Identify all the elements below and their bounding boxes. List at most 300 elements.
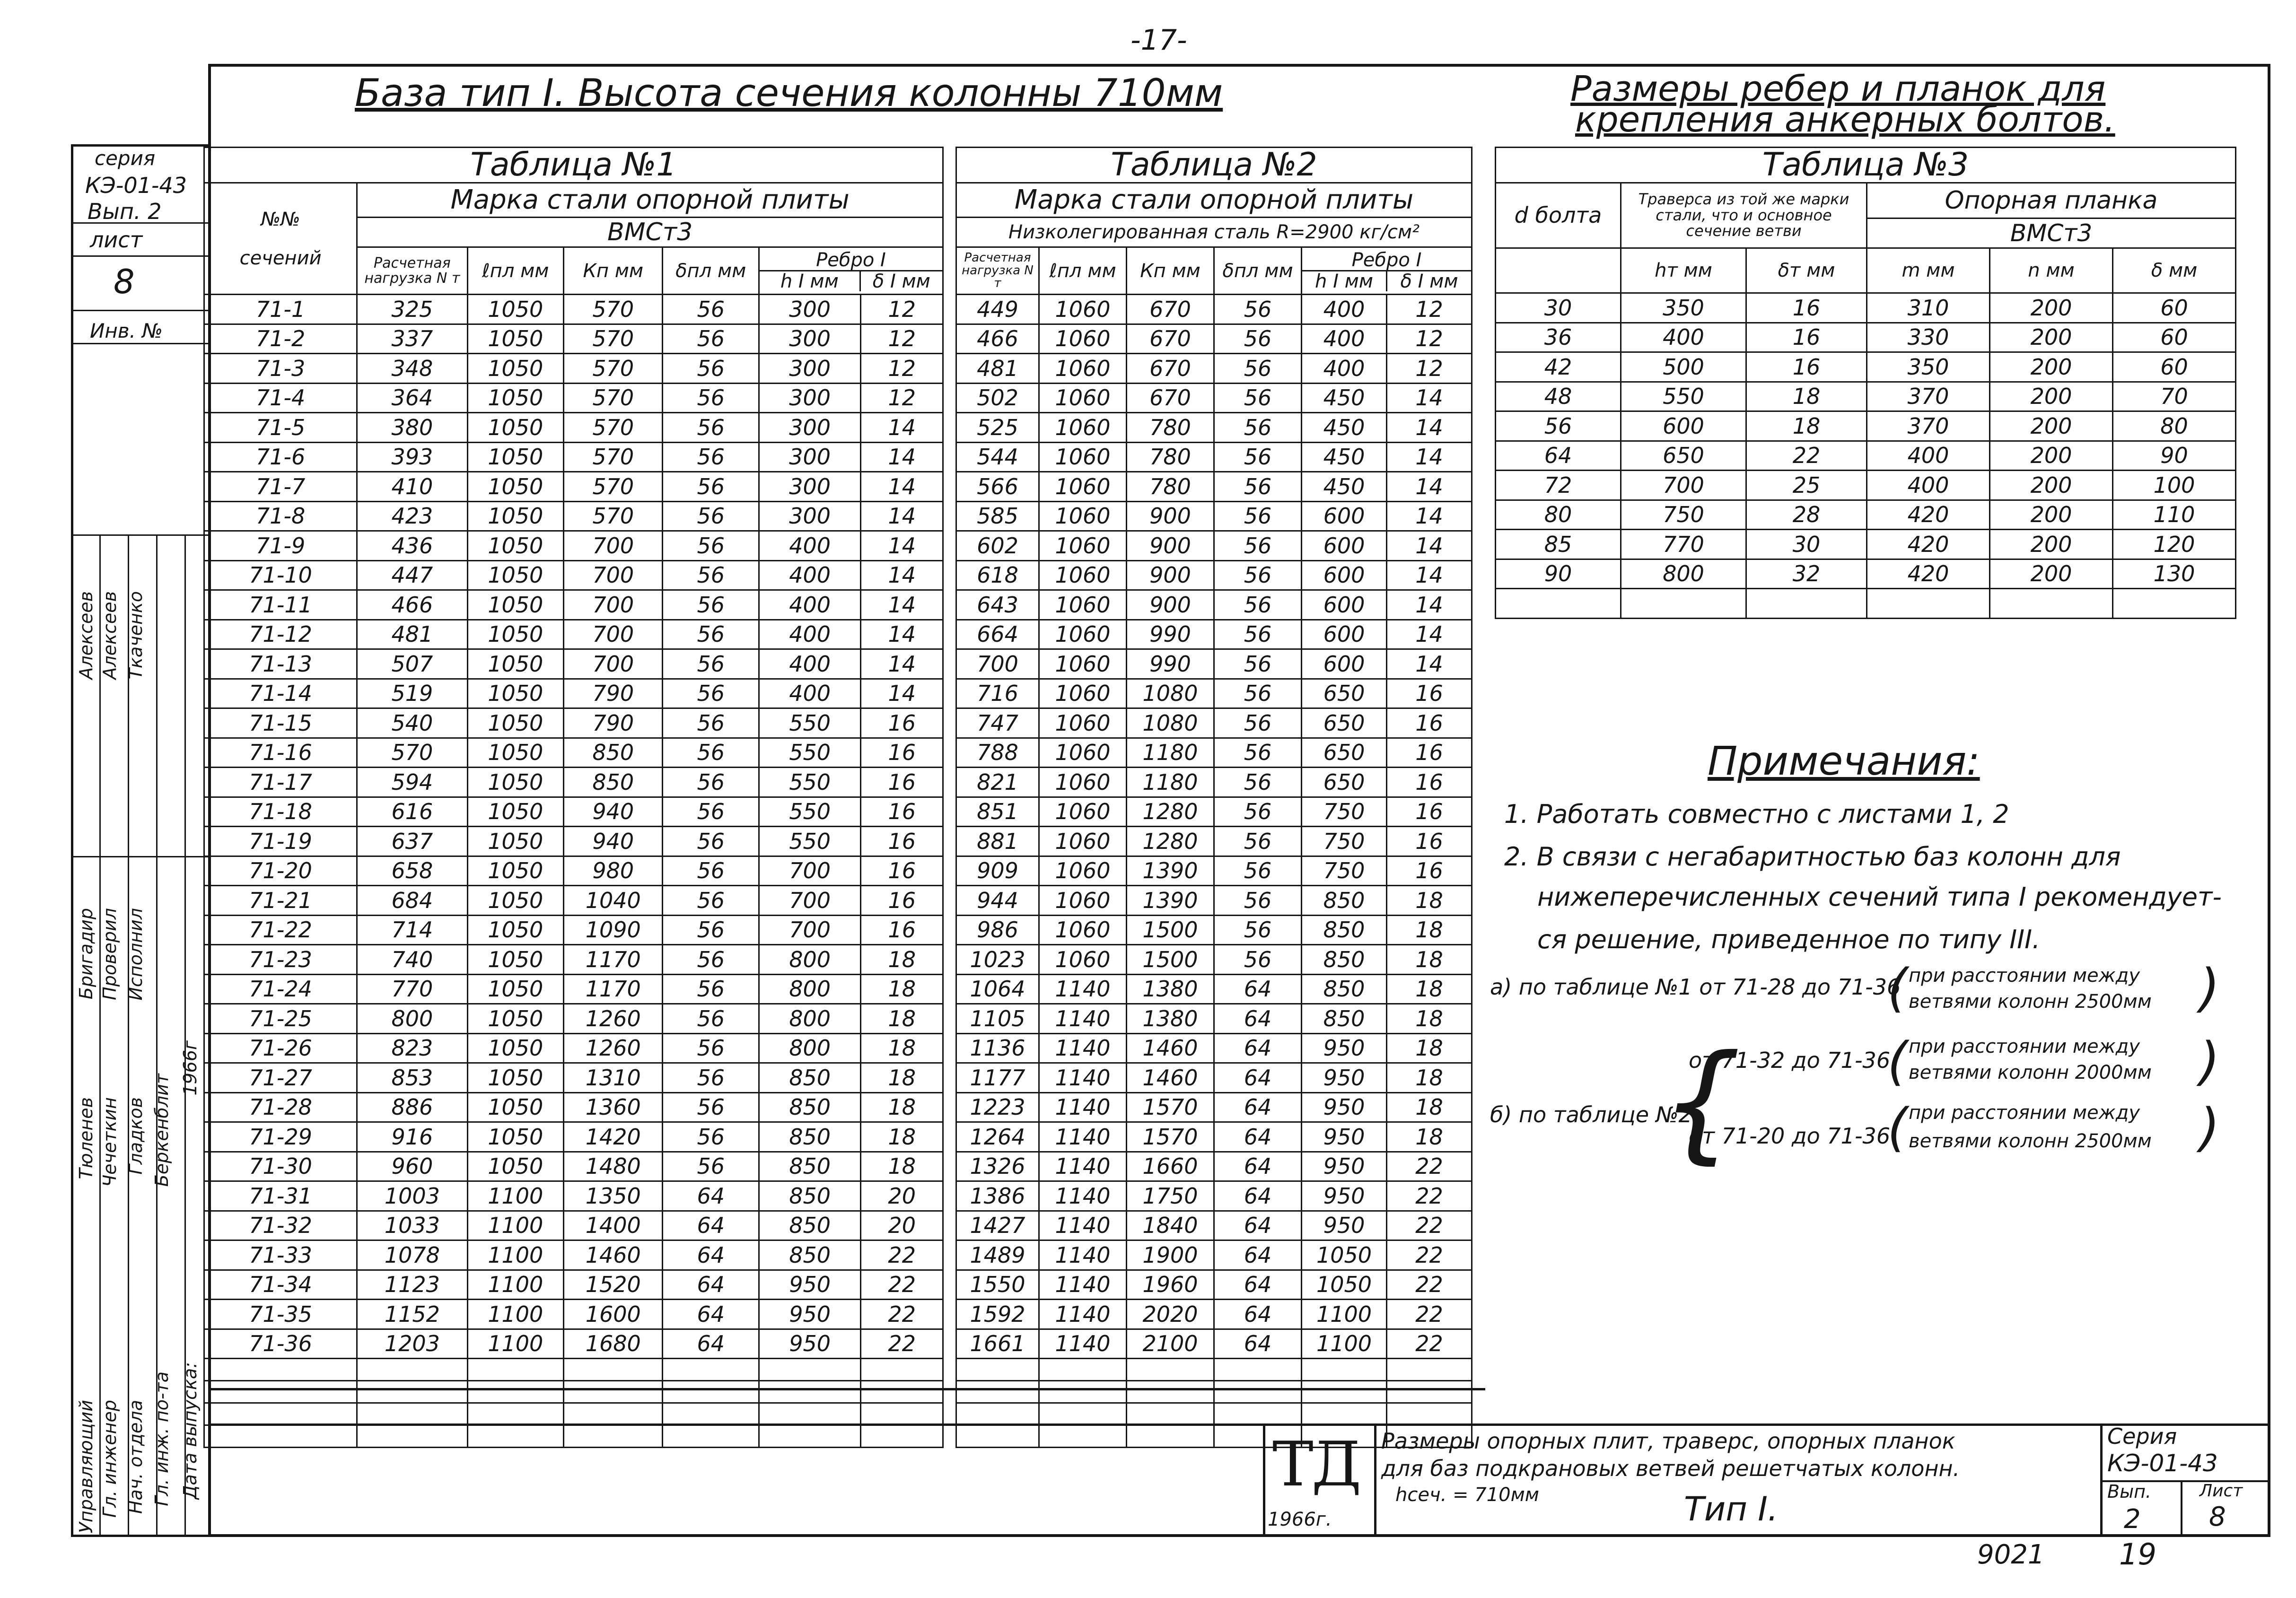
- table-row: [1496, 382, 2236, 411]
- sig-role: Исполнил: [125, 908, 146, 1001]
- table-cell: 850: [759, 1063, 860, 1093]
- table-cell: 350: [1867, 352, 1990, 382]
- table-cell: 71-21: [204, 886, 357, 916]
- table-cell: 550: [759, 768, 860, 797]
- table-cell: 14: [861, 442, 943, 472]
- table-cell: [1496, 589, 1621, 619]
- table-row: [204, 945, 943, 975]
- table-cell: 56: [1214, 590, 1302, 620]
- side-list-value: 8: [114, 262, 135, 301]
- table-cell: 650: [1302, 708, 1387, 738]
- table-cell: 71-11: [204, 590, 357, 620]
- table-cell: 1060: [1039, 827, 1127, 856]
- table-cell: 71-4: [204, 383, 357, 413]
- table-cell: 71-2: [204, 324, 357, 354]
- note-b2-bracket: (: [1887, 1097, 1908, 1158]
- table-cell: 22: [1387, 1240, 1472, 1270]
- bottom-page: 19: [2119, 1537, 2156, 1572]
- table-row: [956, 797, 1472, 827]
- table-cell: 1100: [467, 1181, 563, 1211]
- table-cell: [663, 1403, 759, 1425]
- table-cell: 990: [1127, 649, 1214, 679]
- table-row: [204, 1092, 943, 1122]
- table-cell: 22: [1387, 1181, 1472, 1211]
- table-cell: 64: [1214, 1181, 1302, 1211]
- table-cell: 80: [2113, 411, 2236, 441]
- table-cell: 900: [1127, 590, 1214, 620]
- table-row: [956, 442, 1472, 472]
- table-cell: 1170: [564, 974, 663, 1004]
- note-1: 1. Работать совместно с листами 1, 2: [1504, 799, 2009, 829]
- table-cell: 71-33: [204, 1240, 357, 1270]
- table-cell: 670: [1127, 295, 1214, 324]
- table-cell: [1387, 1403, 1472, 1425]
- table-cell: 64: [663, 1240, 759, 1270]
- table-row: [956, 560, 1472, 590]
- table-cell: 56: [1214, 856, 1302, 886]
- side-seria-label: серия: [95, 147, 156, 170]
- table-cell: 788: [956, 738, 1039, 768]
- table-cell: 1140: [1039, 1152, 1127, 1181]
- table-cell: 1060: [1039, 590, 1127, 620]
- table-cell: 1592: [956, 1300, 1039, 1329]
- table2-brand: Марка стали опорной плиты: [956, 183, 1472, 218]
- table-cell: 1500: [1127, 945, 1214, 975]
- table-row: [204, 442, 943, 472]
- table-cell: [1039, 1359, 1127, 1381]
- table-cell: 410: [357, 472, 467, 502]
- table-cell: 700: [759, 886, 860, 916]
- table-cell: 1136: [956, 1033, 1039, 1063]
- table-cell: 200: [1990, 382, 2113, 411]
- table-cell: 64: [1214, 1329, 1302, 1359]
- table-cell: 18: [1746, 411, 1867, 441]
- table-cell: 325: [357, 295, 467, 324]
- table-cell: 14: [861, 590, 943, 620]
- table-cell: 525: [956, 413, 1039, 443]
- table-cell: 800: [759, 974, 860, 1004]
- table-cell: 56: [1214, 768, 1302, 797]
- table-cell: 71-17: [204, 768, 357, 797]
- table-cell: [204, 1425, 357, 1448]
- table-cell: 600: [1302, 590, 1387, 620]
- table-cell: 18: [861, 1063, 943, 1093]
- table-cell: 1680: [564, 1329, 663, 1359]
- sig-name: Алексеев: [76, 591, 96, 680]
- table-cell: 851: [956, 797, 1039, 827]
- table-cell: 740: [357, 945, 467, 975]
- table-cell: 64: [1214, 1033, 1302, 1063]
- table-cell: 618: [956, 560, 1039, 590]
- table-cell: 56: [663, 620, 759, 649]
- table-cell: 637: [357, 827, 467, 856]
- table-cell: 1050: [467, 768, 563, 797]
- table-cell: 56: [663, 886, 759, 916]
- stamp-vyp-sep: [2181, 1480, 2182, 1537]
- table-row: [204, 1004, 943, 1034]
- table-cell: 18: [1387, 1092, 1472, 1122]
- table-cell: 56: [663, 915, 759, 945]
- table-cell: [564, 1359, 663, 1381]
- table-cell: 71-7: [204, 472, 357, 502]
- table-row: [956, 649, 1472, 679]
- table-cell: 1033: [357, 1211, 467, 1240]
- table-cell: 700: [564, 620, 663, 649]
- table-cell: 1260: [564, 1033, 663, 1063]
- table-cell: 300: [759, 324, 860, 354]
- table-cell: 2020: [1127, 1300, 1214, 1329]
- table-cell: 71-31: [204, 1181, 357, 1211]
- table-cell: 790: [564, 708, 663, 738]
- table-cell: 300: [759, 295, 860, 324]
- table-row: [1496, 293, 2236, 323]
- side-seria-value: КЭ-01-43: [85, 173, 187, 198]
- table-cell: 200: [1990, 293, 2113, 323]
- table-cell: 1100: [467, 1300, 563, 1329]
- table-cell: 1060: [1039, 768, 1127, 797]
- note-b1: от 71-32 до 71-36: [1689, 1048, 1891, 1073]
- table-cell: 80: [1496, 500, 1621, 530]
- table-cell: 64: [1214, 1211, 1302, 1240]
- table-cell: 700: [759, 915, 860, 945]
- table-cell: 450: [1302, 472, 1387, 502]
- table-cell: 700: [564, 590, 663, 620]
- table1-title: Таблица №1: [204, 148, 943, 183]
- note-a-bracket-close: ): [2200, 958, 2220, 1018]
- table3-ht: hт мм: [1621, 248, 1746, 293]
- table-row: [204, 708, 943, 738]
- table-cell: 960: [357, 1152, 467, 1181]
- table-row: [204, 1063, 943, 1093]
- table-row: [956, 1270, 1472, 1300]
- table-row: [204, 1211, 943, 1240]
- table-cell: 64: [1214, 974, 1302, 1004]
- page-number: -17-: [1130, 24, 1187, 57]
- table-cell: 14: [1387, 590, 1472, 620]
- table-cell: 540: [357, 708, 467, 738]
- table-row: [204, 649, 943, 679]
- table1-kp: Кп мм: [564, 247, 663, 295]
- table-cell: 420: [1867, 500, 1990, 530]
- sig-role: Нач. отдела: [125, 1400, 146, 1514]
- table-cell: 71-5: [204, 413, 357, 443]
- table-cell: 1260: [564, 1004, 663, 1034]
- table-cell: 850: [1302, 945, 1387, 975]
- table-cell: 1100: [467, 1329, 563, 1359]
- table-row: [204, 1240, 943, 1270]
- table-cell: 72: [1496, 471, 1621, 500]
- table-cell: 500: [1621, 352, 1746, 382]
- table-cell: 18: [1387, 1063, 1472, 1093]
- table-cell: [759, 1381, 860, 1403]
- table-cell: 348: [357, 354, 467, 384]
- table-cell: [861, 1359, 943, 1381]
- table-cell: 1310: [564, 1063, 663, 1093]
- table-cell: 14: [861, 649, 943, 679]
- table-cell: 1080: [1127, 679, 1214, 708]
- table-cell: 909: [956, 856, 1039, 886]
- table-cell: 750: [1302, 827, 1387, 856]
- table-cell: 71-1: [204, 295, 357, 324]
- table-cell: 940: [564, 827, 663, 856]
- table-cell: 400: [1302, 354, 1387, 384]
- table-cell: 550: [759, 797, 860, 827]
- table-cell: 1050: [467, 856, 563, 886]
- table-cell: 20: [861, 1181, 943, 1211]
- table-cell: 16: [1387, 856, 1472, 886]
- table-cell: 602: [956, 531, 1039, 561]
- table-cell: 1060: [1039, 620, 1127, 649]
- table-row: [1496, 500, 2236, 530]
- table-cell: 64: [663, 1211, 759, 1240]
- table-cell: 56: [663, 354, 759, 384]
- table-cell: 1060: [1039, 442, 1127, 472]
- table1-load: Расчетная нагрузка N т: [357, 247, 467, 295]
- table-cell: 950: [759, 1270, 860, 1300]
- table-cell: 200: [1990, 500, 2113, 530]
- table-row: [204, 324, 943, 354]
- table-cell: 310: [1867, 293, 1990, 323]
- table-cell: 18: [861, 1122, 943, 1152]
- table-cell: [1214, 1381, 1302, 1403]
- table-cell: [357, 1381, 467, 1403]
- table3-plank: Опорная планка: [1867, 183, 2236, 218]
- table-row: [956, 590, 1472, 620]
- sig-role: Проверил: [99, 908, 120, 1000]
- table-cell: 570: [357, 738, 467, 768]
- table-cell: 1570: [1127, 1092, 1214, 1122]
- note-b2-cond1: при расстоянии между: [1909, 1102, 2140, 1124]
- table-cell: 28: [1746, 500, 1867, 530]
- table-cell: 850: [1302, 915, 1387, 945]
- table-row: [204, 738, 943, 768]
- table-cell: 1050: [467, 383, 563, 413]
- table-cell: 1050: [467, 945, 563, 975]
- table-row: [956, 708, 1472, 738]
- table1-steel: ВМСт3: [357, 218, 943, 247]
- table-cell: 56: [1214, 413, 1302, 443]
- stamp-vyp-value: 2: [2124, 1504, 2141, 1535]
- table-cell: 1050: [467, 560, 563, 590]
- table-cell: 1264: [956, 1122, 1039, 1152]
- note-b2-cond2: ветвями колонн 2500мм: [1909, 1130, 2152, 1152]
- table-cell: 64: [1496, 441, 1621, 471]
- table-cell: 370: [1867, 382, 1990, 411]
- table-cell: 1460: [564, 1240, 663, 1270]
- sig-name: Гладков: [125, 1097, 146, 1175]
- table-cell: 100: [2113, 471, 2236, 500]
- table-cell: 850: [759, 1181, 860, 1211]
- table-cell: 1140: [1039, 1092, 1127, 1122]
- table-cell: 364: [357, 383, 467, 413]
- table-cell: 850: [1302, 886, 1387, 916]
- table-cell: 436: [357, 531, 467, 561]
- table-row: [956, 738, 1472, 768]
- table-cell: 1050: [467, 1092, 563, 1122]
- table-cell: 850: [1302, 1004, 1387, 1034]
- table-cell: 1050: [467, 590, 563, 620]
- table-cell: 1750: [1127, 1181, 1214, 1211]
- table-cell: [1302, 1359, 1387, 1381]
- table-cell: 823: [357, 1033, 467, 1063]
- table-cell: 1177: [956, 1063, 1039, 1093]
- table-row-empty: [204, 1359, 943, 1381]
- base-title: База тип I. Высота сечения колонны 710мм: [355, 71, 1223, 115]
- table-cell: 16: [1746, 293, 1867, 323]
- table-cell: 56: [1214, 679, 1302, 708]
- table-cell: 71-27: [204, 1063, 357, 1093]
- table-cell: 1960: [1127, 1270, 1214, 1300]
- table-cell: 447: [357, 560, 467, 590]
- table-cell: 370: [1867, 411, 1990, 441]
- table-cell: 658: [357, 856, 467, 886]
- table-cell: 1180: [1127, 738, 1214, 768]
- table-cell: [1621, 589, 1746, 619]
- table-cell: 2100: [1127, 1329, 1214, 1359]
- table-cell: 1050: [467, 1152, 563, 1181]
- table-cell: 18: [1387, 1122, 1472, 1152]
- table-cell: [564, 1425, 663, 1448]
- table-cell: 481: [357, 620, 467, 649]
- table-cell: 56: [1214, 501, 1302, 531]
- table-cell: 1050: [467, 324, 563, 354]
- table-cell: [204, 1381, 357, 1403]
- table-cell: 300: [759, 413, 860, 443]
- table-cell: 1060: [1039, 945, 1127, 975]
- table-cell: 56: [663, 768, 759, 797]
- table-cell: 1080: [1127, 708, 1214, 738]
- table-cell: 1350: [564, 1181, 663, 1211]
- table-cell: 600: [1302, 501, 1387, 531]
- table-cell: 71-34: [204, 1270, 357, 1300]
- table-cell: 1050: [467, 501, 563, 531]
- table-row: [956, 1092, 1472, 1122]
- table-cell: 71-18: [204, 797, 357, 827]
- table-cell: 1003: [357, 1181, 467, 1211]
- table-cell: 1050: [467, 1122, 563, 1152]
- table-cell: 1050: [467, 1033, 563, 1063]
- table-cell: 56: [663, 974, 759, 1004]
- table-cell: [1127, 1403, 1214, 1425]
- table-cell: 670: [1127, 324, 1214, 354]
- table-row-empty: [204, 1403, 943, 1425]
- table-cell: 380: [357, 413, 467, 443]
- stamp-desc3: hсеч. = 710мм: [1395, 1484, 1539, 1506]
- table-cell: 14: [861, 620, 943, 649]
- table-row: [204, 383, 943, 413]
- table-row: [956, 1033, 1472, 1063]
- table-cell: 300: [759, 383, 860, 413]
- table-cell: 570: [564, 383, 663, 413]
- table-cell: 550: [759, 708, 860, 738]
- table-3: [1495, 147, 2236, 619]
- table-cell: 56: [663, 856, 759, 886]
- table-cell: 600: [1302, 620, 1387, 649]
- table-cell: 1050: [467, 797, 563, 827]
- table-cell: 400: [1621, 323, 1746, 352]
- table-cell: 1050: [467, 1063, 563, 1093]
- table-cell: 71-15: [204, 708, 357, 738]
- table-cell: 850: [564, 738, 663, 768]
- table-cell: 1480: [564, 1152, 663, 1181]
- table-cell: 56: [1214, 620, 1302, 649]
- table-cell: 56: [663, 1092, 759, 1122]
- table-cell: 22: [1387, 1211, 1472, 1240]
- table-cell: 56: [663, 797, 759, 827]
- table-cell: 64: [1214, 1240, 1302, 1270]
- table-cell: 1050: [467, 708, 563, 738]
- table-cell: 1386: [956, 1181, 1039, 1211]
- table-cell: 1900: [1127, 1240, 1214, 1270]
- table-cell: 600: [1302, 560, 1387, 590]
- table-row: [204, 974, 943, 1004]
- table-row: [204, 915, 943, 945]
- table-cell: 1050: [467, 413, 563, 443]
- table-cell: 200: [1990, 352, 2113, 382]
- stamp-vyp-label: Вып.: [2107, 1481, 2151, 1502]
- table-cell: 1840: [1127, 1211, 1214, 1240]
- table-row-empty: [956, 1359, 1472, 1381]
- table1-dpl: δпл мм: [663, 247, 759, 295]
- table-cell: 570: [564, 442, 663, 472]
- table-cell: 14: [861, 501, 943, 531]
- table-cell: 1100: [467, 1270, 563, 1300]
- table-cell: 71-6: [204, 442, 357, 472]
- table-row: [204, 560, 943, 590]
- table-cell: 450: [1302, 383, 1387, 413]
- table-cell: [956, 1359, 1039, 1381]
- table-cell: 25: [1746, 471, 1867, 500]
- table-cell: 950: [1302, 1122, 1387, 1152]
- table-cell: 550: [759, 827, 860, 856]
- table-cell: 64: [663, 1181, 759, 1211]
- table-cell: 800: [759, 945, 860, 975]
- table2-dpl: δпл мм: [1214, 247, 1302, 295]
- table-row: [1496, 352, 2236, 382]
- table-row: [956, 354, 1472, 384]
- note-b1-bracket: (: [1887, 1031, 1908, 1092]
- table-cell: 200: [1990, 471, 2113, 500]
- table-cell: 800: [357, 1004, 467, 1034]
- table-cell: 22: [1387, 1270, 1472, 1300]
- side-vyp: Вып. 2: [88, 199, 162, 224]
- table1-num-header: №№ сечений: [204, 183, 357, 295]
- table-cell: 18: [861, 1092, 943, 1122]
- table-cell: 1023: [956, 945, 1039, 975]
- table-cell: 64: [1214, 1152, 1302, 1181]
- table-cell: 56: [1214, 560, 1302, 590]
- table-cell: 90: [2113, 441, 2236, 471]
- table-cell: 449: [956, 295, 1039, 324]
- table-row: [204, 354, 943, 384]
- table-cell: [759, 1425, 860, 1448]
- table-cell: 700: [1621, 471, 1746, 500]
- table-cell: 1400: [564, 1211, 663, 1240]
- ribs-title-line1: Размеры ребер и планок для: [1570, 69, 2106, 109]
- table-cell: [1127, 1359, 1214, 1381]
- note-b1-cond2: ветвями колонн 2000мм: [1909, 1062, 2152, 1083]
- table3-steel: ВМСт3: [1867, 218, 2236, 248]
- table-cell: 400: [1302, 295, 1387, 324]
- note-b1-cond1: при расстоянии между: [1909, 1036, 2140, 1057]
- table1-brand: Марка стали опорной плиты: [357, 183, 943, 218]
- table-cell: 1360: [564, 1092, 663, 1122]
- stamp-list-label: Лист: [2200, 1481, 2243, 1501]
- table-cell: 900: [1127, 560, 1214, 590]
- table-cell: 14: [1387, 501, 1472, 531]
- table-cell: 643: [956, 590, 1039, 620]
- table-cell: 544: [956, 442, 1039, 472]
